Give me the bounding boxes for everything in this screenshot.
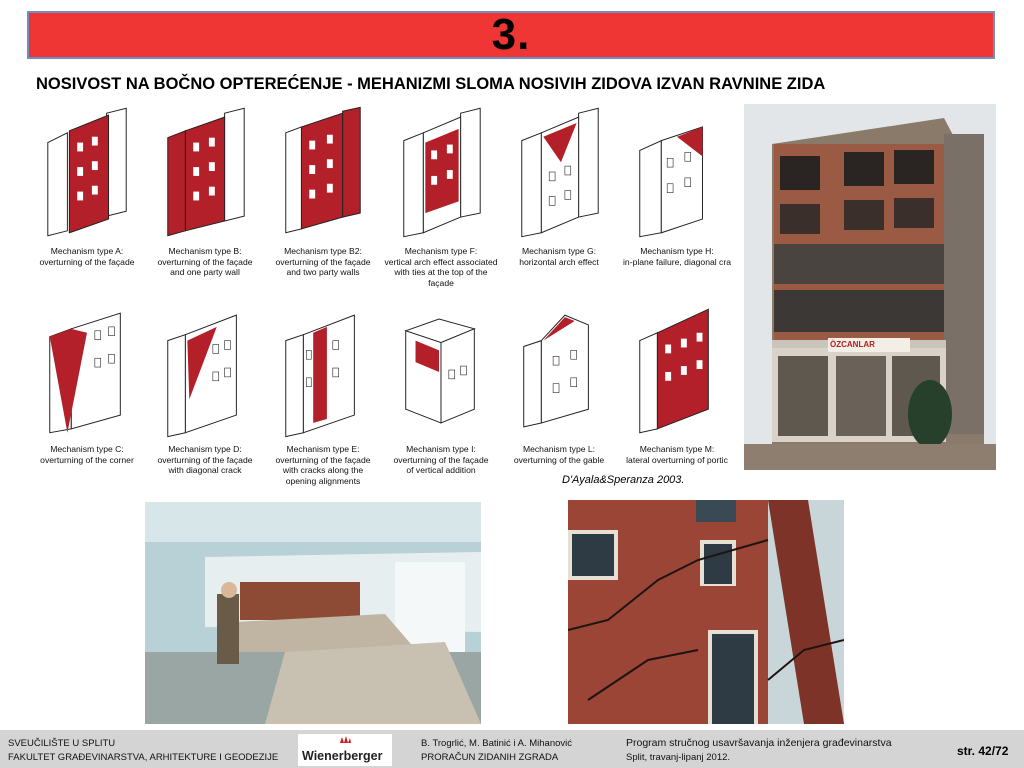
mechanism-l-caption: Mechanism type L: overturning of the gable bbox=[513, 444, 605, 465]
footer-course: PRORAČUN ZIDANIH ZGRADA bbox=[421, 752, 559, 763]
mechanism-h-drawing bbox=[628, 102, 726, 242]
mechanism-m-caption: Mechanism type M: lateral overturning of portic bbox=[626, 444, 728, 465]
mechanism-f-caption: Mechanism type F: vertical arch effect associated with ties at the top of the façade bbox=[384, 246, 498, 288]
mechanism-i-caption: Mechanism type I: overturning of the façade of vertical addition bbox=[393, 444, 489, 475]
page-number: str. 42/72 bbox=[957, 744, 1009, 758]
mechanism-b-drawing bbox=[156, 102, 254, 242]
mechanism-c-caption: Mechanism type C: overturning of the corner bbox=[40, 444, 134, 465]
damaged-building-photo bbox=[744, 104, 996, 470]
mechanism-d-drawing bbox=[156, 300, 254, 440]
mechanism-a-drawing bbox=[38, 102, 136, 242]
mechanism-e-caption: Mechanism type E: overturning of the façade with cracks along the opening alignments bbox=[275, 444, 371, 486]
footer-place-date: Split, travanj-lipanj 2012. bbox=[626, 752, 731, 763]
mechanism-g-drawing bbox=[510, 102, 608, 242]
mechanism-c bbox=[30, 300, 144, 496]
building-sign: ÖZCANLAR bbox=[830, 340, 875, 349]
mechanisms-diagram bbox=[30, 102, 731, 494]
mechanism-l bbox=[502, 300, 616, 496]
interior-collapse-photo bbox=[145, 502, 481, 724]
mechanism-l-drawing bbox=[510, 300, 608, 440]
image-credit: D'Ayala&Speranza 2003. bbox=[562, 474, 685, 486]
mechanism-a-caption: Mechanism type A: overturning of the façade bbox=[39, 246, 135, 267]
mechanism-d bbox=[148, 300, 262, 496]
mechanism-e-drawing bbox=[274, 300, 372, 440]
mechanism-b2 bbox=[266, 102, 380, 298]
wienerberger-logo bbox=[298, 734, 392, 766]
mechanism-h bbox=[620, 102, 734, 298]
mechanism-d-caption: Mechanism type D: overturning of the façade with diagonal crack bbox=[157, 444, 253, 475]
mechanism-g-caption: Mechanism type G: horizontal arch effect bbox=[519, 246, 599, 267]
mechanism-f-drawing bbox=[392, 102, 490, 242]
footer-authors: B. Trogrlić, M. Batinić i A. Mihanović bbox=[421, 738, 572, 749]
mechanism-b2-caption: Mechanism type B2: overturning of the façade and two party walls bbox=[275, 246, 371, 277]
mechanism-i bbox=[384, 300, 498, 496]
mechanism-h-caption: Mechanism type H: in-plane failure, diagonal cra bbox=[623, 246, 731, 267]
logo-text: Wienerberger bbox=[302, 749, 383, 763]
cracked-brick-wall-photo bbox=[568, 500, 844, 724]
mechanism-i-drawing bbox=[392, 300, 490, 440]
mechanism-b-caption: Mechanism type B: overturning of the façade and one party wall bbox=[157, 246, 253, 277]
mechanism-m bbox=[620, 300, 734, 496]
slide-number-banner bbox=[27, 11, 995, 59]
mechanism-g bbox=[502, 102, 616, 298]
slide-heading: NOSIVOST NA BOČNO OPTEREĆENJE - MEHANIZMI SLOMA NOSIVIH ZIDOVA IZVAN RAVNINE ZIDA bbox=[36, 75, 826, 93]
slide-number: 3. bbox=[491, 10, 531, 59]
mechanism-a bbox=[30, 102, 144, 298]
mechanism-e bbox=[266, 300, 380, 496]
mechanism-b bbox=[148, 102, 262, 298]
mechanism-f bbox=[384, 102, 498, 298]
mechanism-c-drawing bbox=[38, 300, 136, 440]
mechanism-m-drawing bbox=[628, 300, 726, 440]
mechanism-b2-drawing bbox=[274, 102, 372, 242]
footer-university: SVEUČILIŠTE U SPLITU bbox=[8, 738, 116, 749]
footer-program: Program stručnog usavršavanja inženjera građevinarstva bbox=[626, 737, 892, 749]
footer-faculty: FAKULTET GRAĐEVINARSTVA, ARHITEKTURE I GEODEZIJE bbox=[8, 752, 279, 763]
